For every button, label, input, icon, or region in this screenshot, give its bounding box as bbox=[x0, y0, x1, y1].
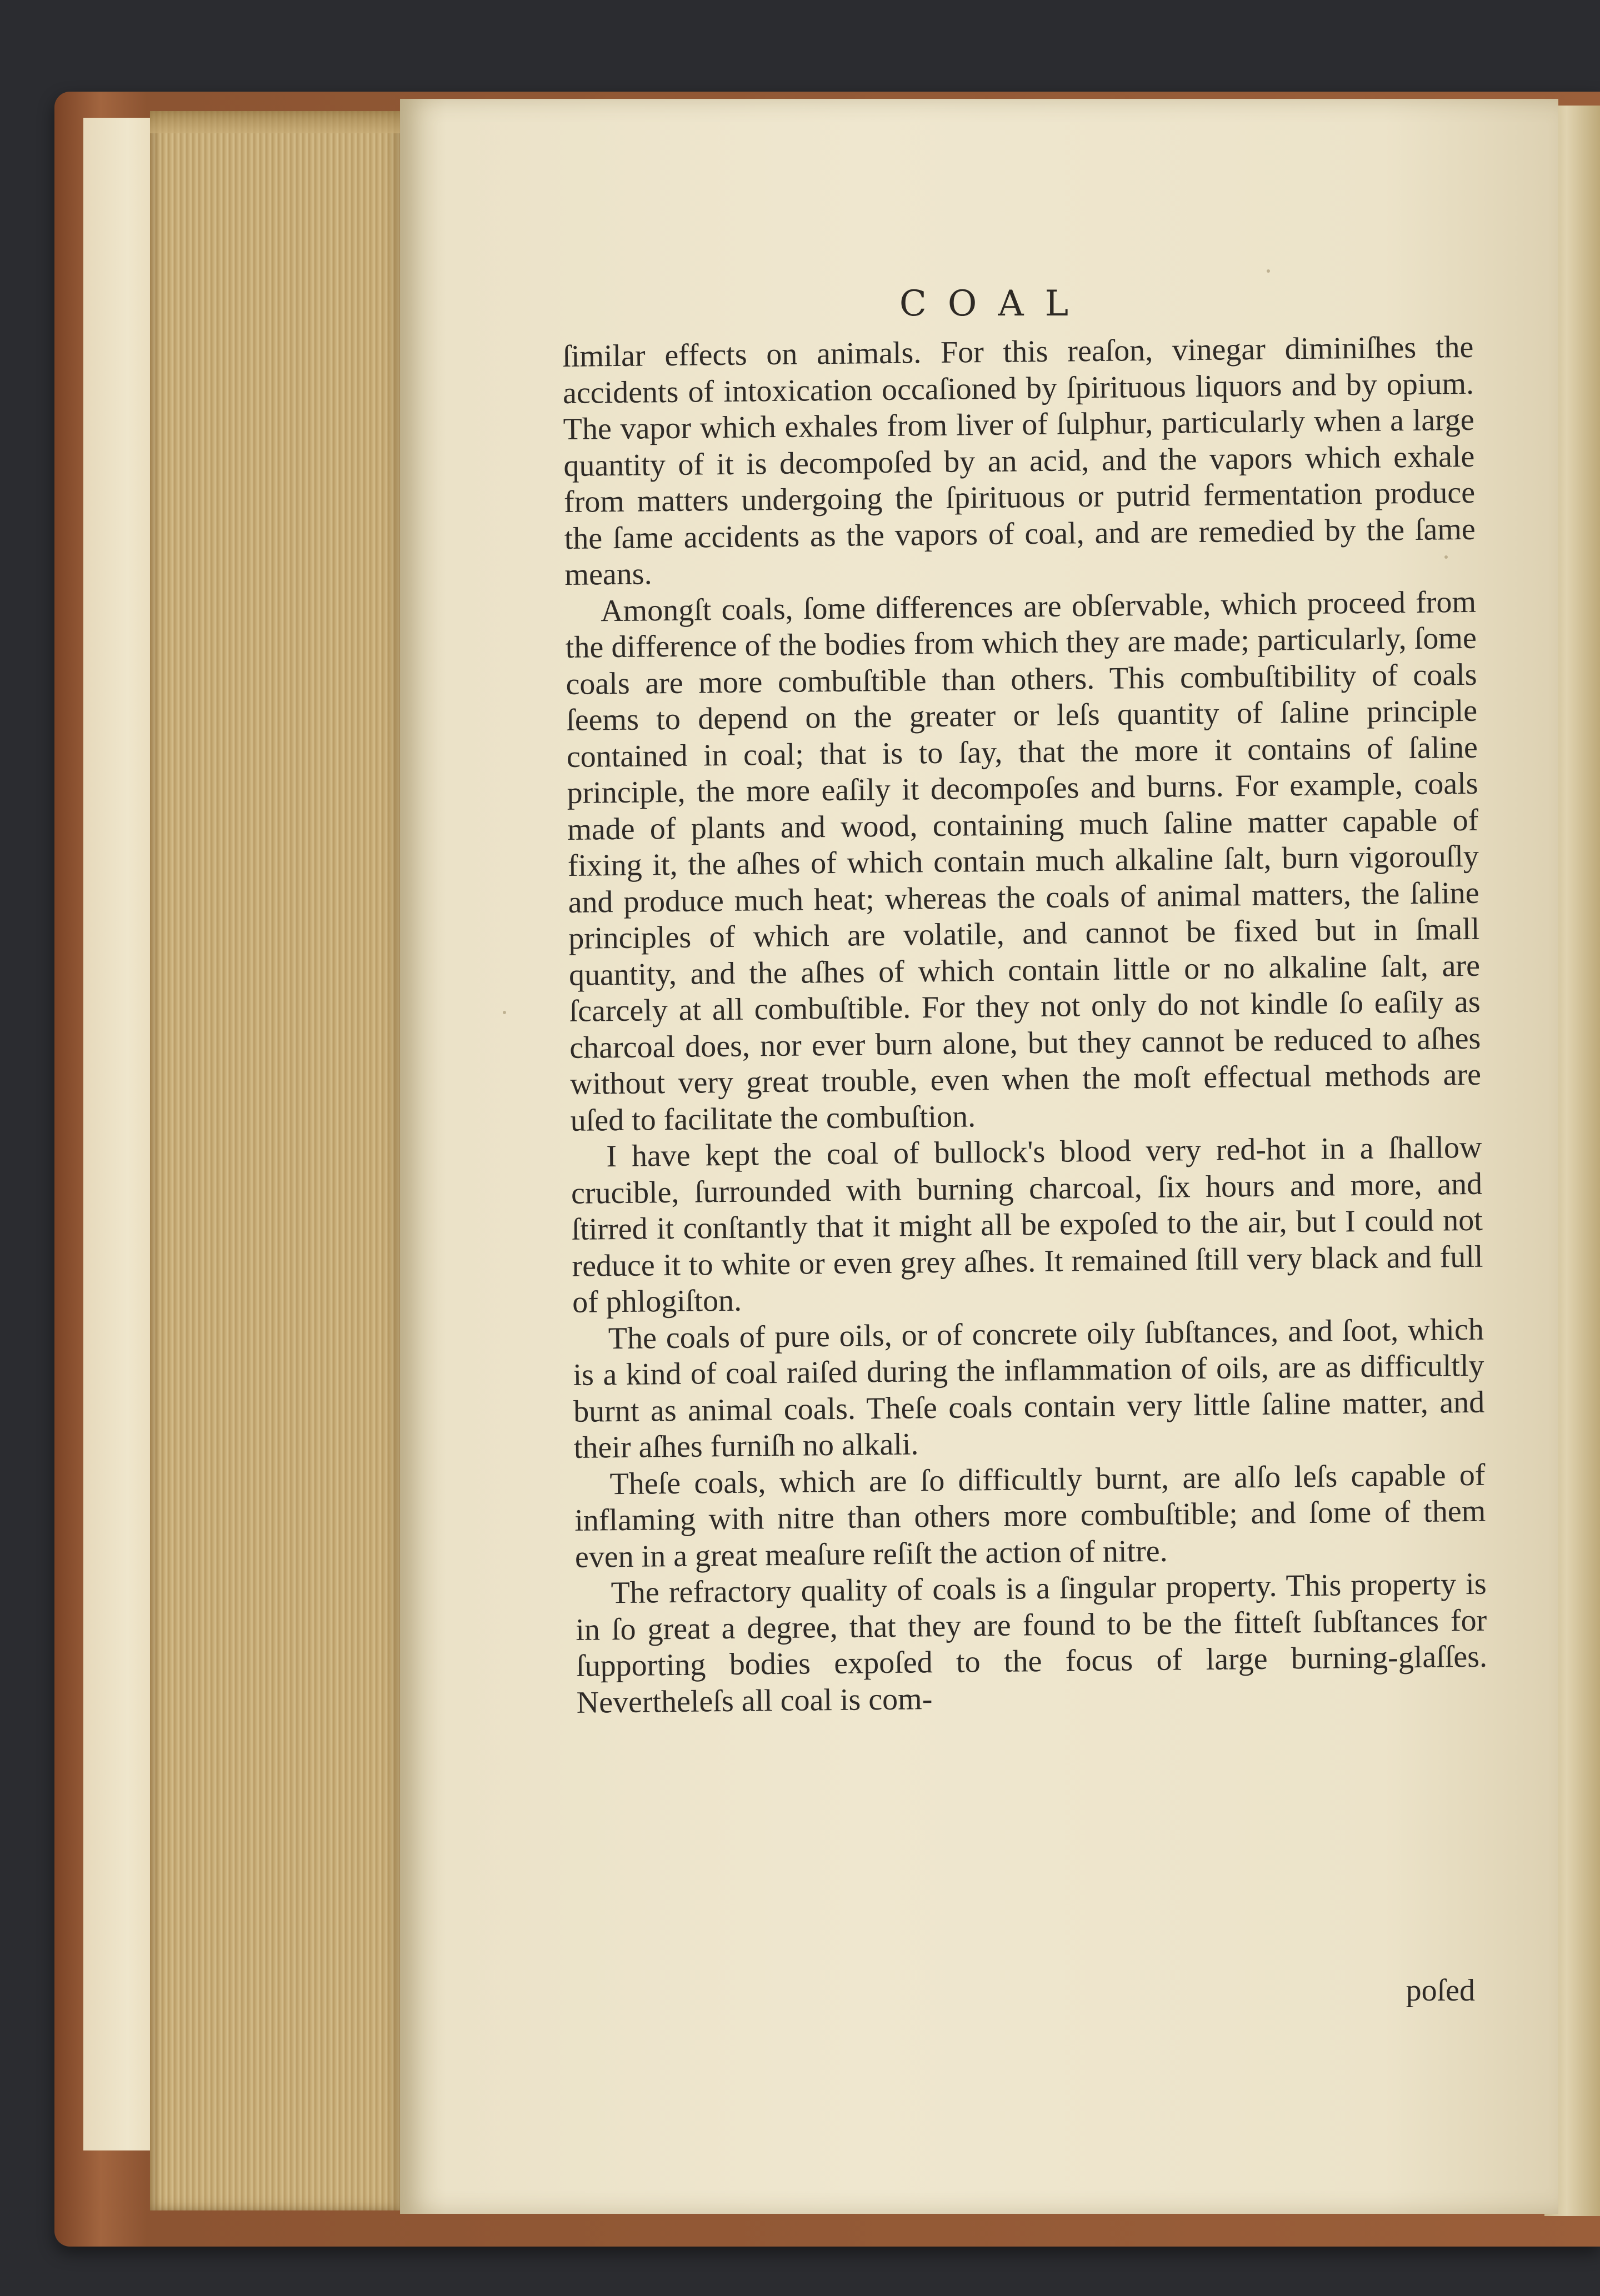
paragraph: The coals of pure oils, or of concrete oily ſubſtances, and ſoot, which is a kind of coal raiſed during the inflammation of oils, are as difficultly burnt as animal coals. Theſe coals contain very little ſaline matter, and their aſhes furniſh no alkali. bbox=[573, 1312, 1485, 1465]
page-block-top-shadow bbox=[150, 111, 406, 133]
page-block-edges bbox=[150, 111, 406, 2210]
page-body-text bbox=[562, 329, 1488, 1721]
paragraph: Amongſt coals, ſome differences are obſervable, which proceed from the difference of the bodies from which they are made; particularly, ſome coals are more combuſtible than others. This combuſtibility of coals ſeems to depend on the greater or leſs quantity of ſaline principle contained in coal; that is to ſay, that the more it contains of ſaline principle, the more eaſily it decompoſes and burns. For example, coals made of plants and wood, containing much ſaline matter capable of fixing it, the aſhes of which contain much alkaline ſalt, burn vigorouſly and produce much heat; whereas the coals of animal matters, the ſaline principles of which are volatile, and cannot be fixed but in ſmall quantity, and the aſhes of which contain little or no alkaline ſalt, are ſcarcely at all combuſtible. For they not only do not kindle ſo eaſily as charcoal does, nor ever burn alone, but they cannot be reduced to aſhes without very great trouble, even when the moſt effectual methods are uſed to facilitate the combuſtion. bbox=[565, 584, 1482, 1138]
running-head: COAL bbox=[899, 283, 1090, 324]
paragraph: I have kept the coal of bullock's blood very red-hot in a ſhallow crucible, ſurrounded with burning charcoal, ſix hours and more, and ſtirred it conſtantly that it might all be expoſed to the air, but I could not reduce it to white or even grey aſhes. It remained ſtill very black and full of phlogiſton. bbox=[571, 1130, 1483, 1320]
paper-fleck bbox=[503, 1011, 506, 1014]
catchword: poſed bbox=[1406, 1973, 1475, 2008]
paragraph: The refractory quality of coals is a ſingular property. This property is in ſo great a degree, that they are found to be the fitteſt ſubſtances for ſupporting bodies expoſed to the focus of large burning-glaſſes. Nevertheleſs all coal is com- bbox=[576, 1566, 1488, 1720]
paragraph: Theſe coals, which are ſo difficultly burnt, are alſo leſs capable of inflaming with nitre than others more combuſtible; and ſome of them even in a great meaſure reſiſt the action of nitre. bbox=[574, 1457, 1486, 1575]
paper-fleck bbox=[1267, 269, 1270, 273]
paragraph: ſimilar effects on animals. For this reaſon, vinegar diminiſhes the accidents of intoxication occaſioned by ſpirituous liquors and by opium. The vapor which exhales from liver of ſulphur, particularly when a large quantity of it is decompoſed by an acid, and the vapors which exhale from matters undergoing the ſpirituous or putrid fermentation produce the ſame accidents as the vapors of coal, and are remedied by the ſame means. bbox=[562, 329, 1476, 592]
paper-fleck bbox=[1444, 555, 1448, 559]
